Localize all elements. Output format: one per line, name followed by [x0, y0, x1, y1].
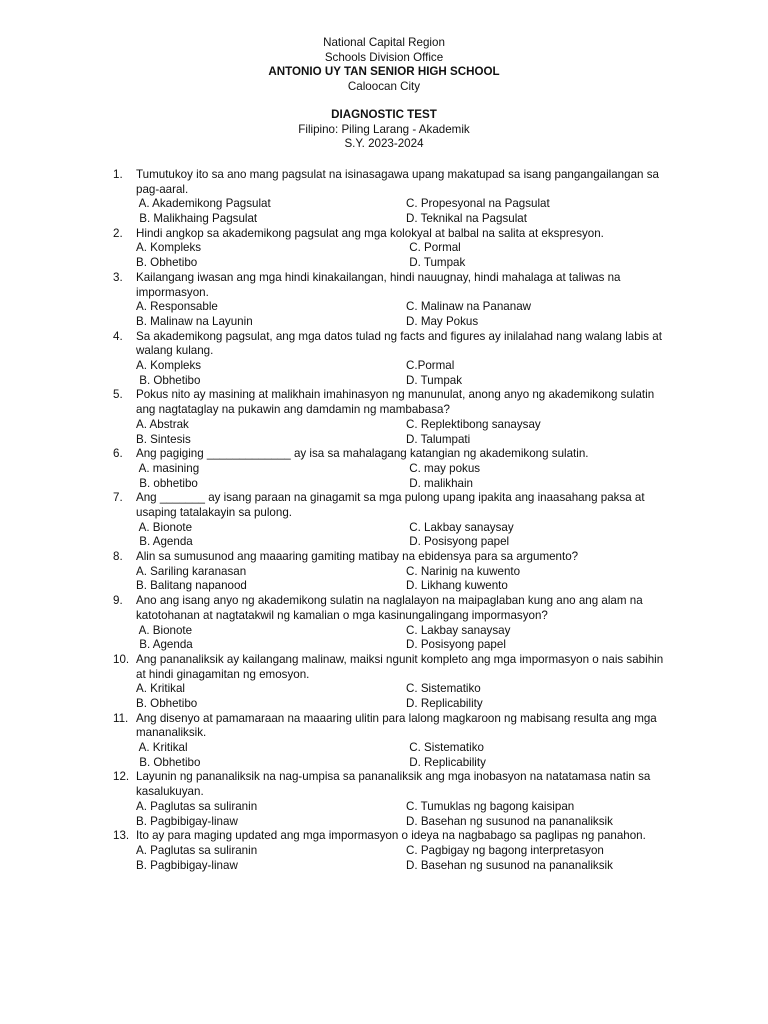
answer-option: D. May Pokus	[406, 314, 479, 328]
question-text: Sa akademikong pagsulat, ang mga datos tulad ng facts and figures ay inilalahad nang walang labis at walang kulang.	[136, 329, 662, 358]
question-text: Ang _______ ay isang paraan na ginagamit sa mga pulong upang ipakita ang inaasahang paksa at usaping tatalakayin sa pulong.	[136, 491, 645, 519]
answer-option: D. Posisyong papel	[406, 535, 510, 549]
question-text: Kailangang iwasan ang mga hindi kinakailangan, hindi nauugnay, hindi mahalaga at taliwas na impormasyon.	[136, 270, 621, 299]
question-number: 8.	[113, 550, 123, 564]
answer-option: C. Replektibong sanaysay	[406, 417, 541, 431]
question-item	[0, 550, 768, 594]
question-item	[0, 829, 768, 873]
question-text: Tumutukoy ito sa ano mang pagsulat na isinasagawa upang makatupad sa isang pangangailangan sa pag-aaral.	[136, 168, 659, 196]
answer-option: A. Akademikong Pagsulat	[136, 197, 271, 211]
answer-option: D. Posisyong papel	[406, 638, 506, 652]
question-number: 5.	[113, 388, 123, 402]
question-item	[0, 594, 768, 653]
answer-options	[136, 300, 676, 329]
question-text: Pokus nito ay masining at malikhain imahinasyon ng manunulat, anong anyo ng akademikong sulatin ang nagtataglay na pukawin ang damdamin ng mambabasa?	[136, 388, 655, 417]
question-number: 1.	[113, 168, 123, 181]
answer-option: B. Malinaw na Layunin	[136, 314, 253, 328]
question-item	[0, 653, 768, 712]
answer-option: C. Lakbay sanaysay	[406, 623, 511, 637]
answer-option: C. Lakbay sanaysay	[406, 520, 514, 534]
answer-option: B. Agenda	[136, 638, 193, 652]
school-year: S.Y. 2023-2024	[344, 137, 424, 151]
answer-option: C. Propesyonal na Pagsulat	[406, 197, 550, 211]
answer-option: B. Obhetibo	[136, 697, 198, 711]
question-text: Ang pagiging _____________ ay isa sa mahalagang katangian ng akademikong sulatin.	[136, 447, 589, 461]
answer-option: D. Teknikal na Pagsulat	[406, 212, 527, 226]
question-item	[0, 712, 768, 771]
question-item	[0, 227, 768, 271]
test-subject: Filipino: Piling Larang - Akademik	[298, 122, 470, 136]
answer-option: A. Bionote	[136, 520, 193, 534]
answer-option: D. Talumpati	[406, 432, 471, 446]
answer-option: A. Kritikal	[136, 741, 188, 755]
answer-option: A. Bionote	[136, 623, 193, 637]
document-header	[0, 36, 768, 94]
answer-option: D. Replicability	[406, 755, 486, 769]
question-item	[0, 330, 768, 389]
question-number: 11.	[113, 711, 129, 725]
question-item	[0, 271, 768, 330]
question-number: 4.	[113, 329, 123, 343]
question-number: 2.	[113, 226, 123, 240]
answer-option: A. Kompleks	[136, 241, 202, 255]
answer-option: C.Pormal	[406, 359, 455, 373]
answer-option: A. Kompleks	[136, 359, 202, 373]
question-list	[0, 168, 768, 873]
answer-option: B. Malikhaing Pagsulat	[136, 212, 258, 226]
answer-option: A. Kritikal	[136, 682, 185, 696]
answer-option: D. Replicability	[406, 697, 483, 711]
question-number: 9.	[113, 594, 123, 608]
question-text: Ang pananaliksik ay kailangang malinaw, maiksi ngunit kompleto ang mga impormasyon o nais sabihin at hindi ginagamitan ng emosyon.	[136, 652, 664, 681]
answer-option: B. Pagbibigay-linaw	[136, 814, 238, 828]
question-item	[0, 770, 768, 829]
answer-option: A. Abstrak	[136, 417, 189, 431]
answer-option: A. masining	[136, 461, 200, 475]
answer-options	[136, 682, 676, 711]
question-text: Ang disenyo at pamamaraan na maaaring ulitin para lalong magkaroon ng mabisang resulta ang mga mananaliksik.	[136, 711, 657, 740]
answer-option: B. Balitang napanood	[136, 579, 247, 593]
question-item	[0, 168, 768, 227]
question-number: 10.	[113, 652, 130, 666]
answer-option: C. Sistematiko	[406, 741, 484, 755]
answer-option: A. Responsable	[136, 300, 218, 314]
answer-option: D. Basehan ng susunod na pananaliksik	[406, 858, 613, 872]
question-item	[0, 447, 768, 491]
answer-option: C. Sistematiko	[406, 682, 481, 696]
answer-option: B. Obhetibo	[136, 755, 201, 769]
answer-option: D. malikhain	[406, 476, 474, 490]
test-title: DIAGNOSTIC TEST	[331, 108, 437, 121]
question-number: 6.	[113, 447, 123, 461]
division-label: Schools Division Office	[324, 50, 444, 64]
question-text: Ano ang isang anyo ng akademikong sulatin na naglalayon na maipaglaban kung ano ang alam na katotohanan at nagtatakwil ng kamalian o mga kasinungalingang impormasyon?	[136, 594, 643, 622]
answer-option: C. Narinig na kuwento	[406, 564, 521, 578]
answer-option: C. Malinaw na Pananaw	[406, 300, 532, 314]
answer-options	[136, 241, 676, 270]
answer-option: B. Obhetibo	[136, 256, 198, 270]
city-label: Caloocan City	[347, 79, 421, 93]
answer-option: B. Sintesis	[136, 432, 191, 446]
answer-option: B. Obhetibo	[136, 373, 201, 387]
question-text: Ito ay para maging updated ang mga impormasyon o ideya na nagbabago sa paglipas ng panahon.	[136, 829, 646, 843]
region-label: National Capital Region	[323, 36, 445, 49]
question-number: 7.	[113, 491, 123, 505]
answer-option: D. Basehan ng susunod na pananaliksik	[406, 814, 613, 828]
answer-option: D. Tumpak	[406, 373, 463, 387]
test-title-block	[0, 108, 768, 152]
answer-option: D. Likhang kuwento	[406, 579, 508, 593]
answer-option: C. Pormal	[406, 241, 461, 255]
answer-options	[136, 741, 676, 770]
question-item	[0, 491, 768, 550]
answer-option: C. may pokus	[406, 461, 481, 475]
answer-option: C. Tumuklas ng bagong kaisipan	[406, 799, 575, 813]
answer-option: A. Paglutas sa suliranin	[136, 843, 258, 857]
question-text: Alin sa sumusunod ang maaaring gamiting matibay na ebidensya para sa argumento?	[136, 550, 579, 564]
answer-option: B. obhetibo	[136, 476, 198, 490]
answer-option: B. Pagbibigay-linaw	[136, 858, 238, 872]
answer-option: B. Agenda	[136, 535, 193, 549]
question-text: Hindi angkop sa akademikong pagsulat ang mga kolokyal at balbal na salita at ekspresyon.	[136, 226, 604, 240]
answer-options	[136, 197, 676, 226]
question-number: 3.	[113, 270, 123, 284]
question-item	[0, 388, 768, 447]
question-text: Layunin ng pananaliksik na nag-umpisa sa pananaliksik ang mga inobasyon na natatamasa natin sa kasalukuyan.	[136, 770, 651, 799]
answer-option: C. Pagbigay ng bagong interpretasyon	[406, 843, 604, 857]
answer-options	[136, 844, 676, 873]
answer-options	[136, 624, 676, 653]
answer-options	[136, 418, 676, 447]
answer-options	[136, 521, 676, 550]
answer-option: A. Sariling karanasan	[136, 564, 247, 578]
answer-options	[136, 565, 676, 594]
answer-options	[136, 800, 676, 829]
school-name: ANTONIO UY TAN SENIOR HIGH SCHOOL	[268, 65, 500, 79]
answer-options	[136, 359, 676, 388]
answer-options	[136, 462, 676, 491]
answer-option: D. Tumpak	[406, 256, 466, 270]
question-number: 12.	[113, 770, 130, 784]
answer-option: A. Paglutas sa suliranin	[136, 799, 258, 813]
question-number: 13.	[113, 829, 130, 843]
